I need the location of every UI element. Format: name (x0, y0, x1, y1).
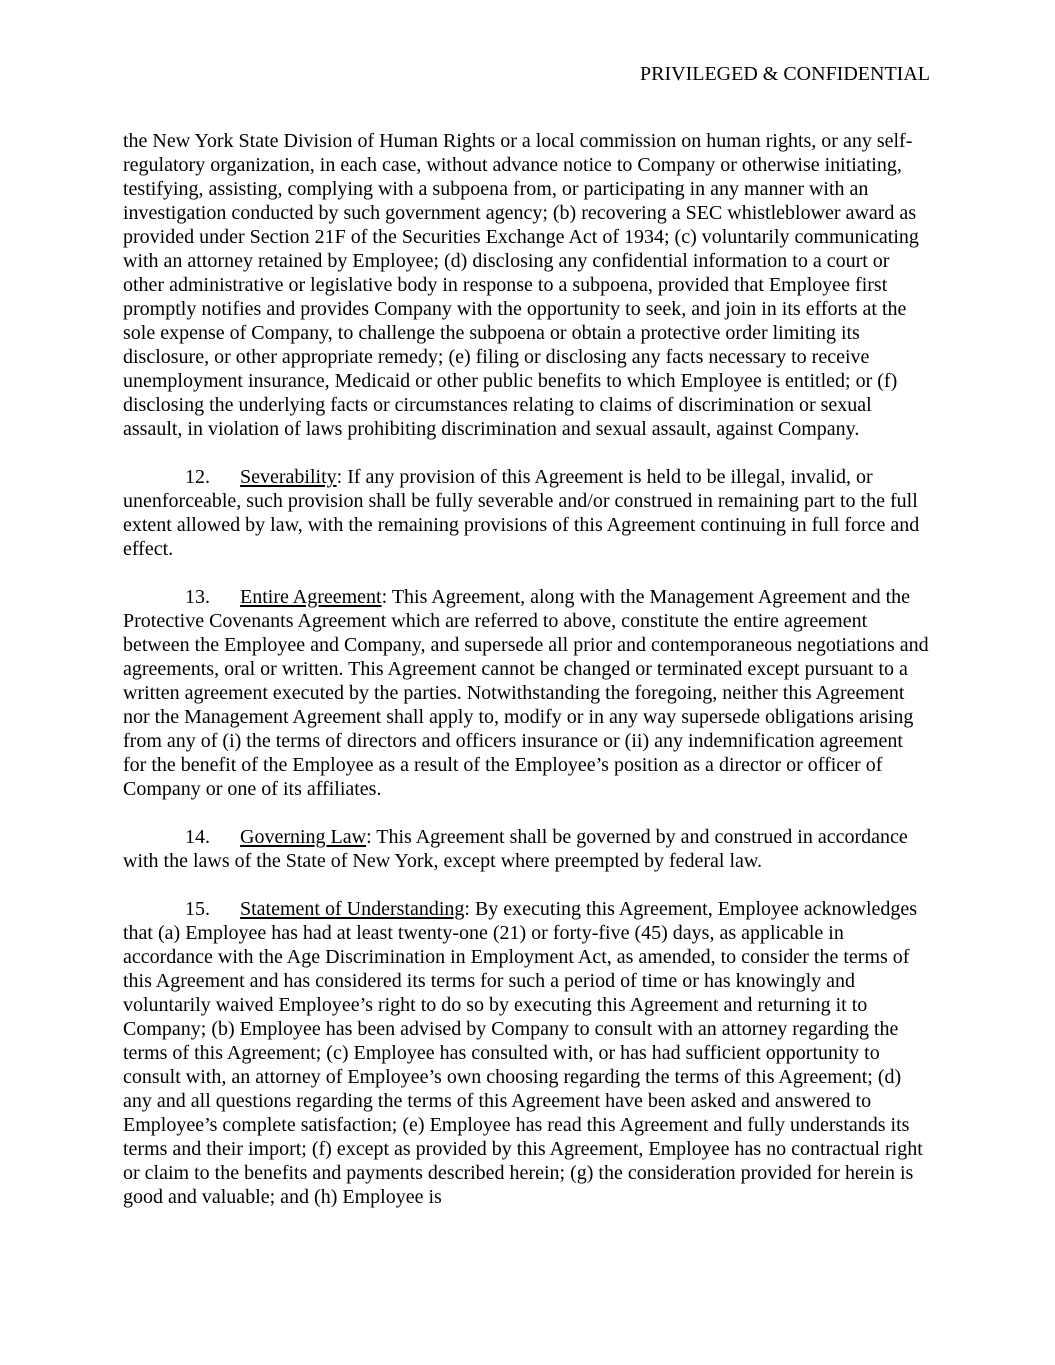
section-14-heading: Governing Law (240, 826, 367, 848)
section-14-number: 14. (185, 826, 210, 848)
section-14-body: : This Agreement shall be governed by and construed in accordance with the laws of the State of New York, except where preempted by federal law. (123, 826, 908, 872)
section-12-heading: Severability (240, 466, 337, 488)
section-13-paragraph (123, 585, 930, 801)
section-15-paragraph (123, 897, 930, 1209)
confidentiality-header: PRIVILEGED & CONFIDENTIAL (640, 63, 930, 85)
section-13-heading: Entire Agreement (240, 586, 382, 608)
section-12-body: : If any provision of this Agreement is held to be illegal, invalid, or unenforceable, such provision shall be fully severable and/or construed in remaining part to the full extent allowed by law, with the remaining provisions of this Agreement continuing in full force and effect. (123, 466, 920, 560)
section-15-heading: Statement of Understanding (240, 898, 465, 920)
section-14-paragraph (123, 825, 930, 873)
section-12-paragraph (123, 465, 930, 561)
section-13-body: : This Agreement, along with the Management Agreement and the Protective Covenants Agreement which are referred to above, constitute the entire agreement between the Employee and Company, and supersede all prior and contemporaneous negotiations and agreements, oral or written. This Agreement cannot be changed or terminated except pursuant to a written agreement executed by the parties. Notwithstanding the foregoing, neither this Agreement nor the Management Agreement shall apply to, modify or in any way supersede obligations arising from any of (i) the terms of directors and officers insurance or (ii) any indemnification agreement for the benefit of the Employee as a result of the Employee’s position as a director or officer of Company or one of its affiliates. (123, 586, 929, 800)
section-12-number: 12. (185, 466, 210, 488)
section-13-number: 13. (185, 586, 210, 608)
section-15-body: : By executing this Agreement, Employee acknowledges that (a) Employee has had at least twenty-one (21) or forty-five (45) days, as applicable in accordance with the Age Discrimination in Employment Act, as amended, to consider the terms of this Agreement and has considered its terms for such a period of time or has knowingly and voluntarily waived Employee’s right to do so by executing this Agreement and returning it to Company; (b) Employee has been advised by Company to consult with an attorney regarding the terms of this Agreement; (c) Employee has consulted with, or has had sufficient opportunity to consult with, an attorney of Employee’s own choosing regarding the terms of this Agreement; (d) any and all questions regarding the terms of this Agreement have been asked and answered to Employee’s complete satisfaction; (e) Employee has read this Agreement and fully understands its terms and their import; (f) except as provided by this Agreement, Employee has no contractual right or claim to the benefits and payments described herein; (g) the consideration provided for herein is good and valuable; and (h) Employee is (123, 898, 923, 1208)
paragraph-continuation: the New York State Division of Human Rights or a local commission on human rights, or any self-regulatory organization, in each case, without advance notice to Company or otherwise initiating, testifying, assisting, complying with a subpoena from, or participating in any manner with an investigation conducted by such government agency; (b) recovering a SEC whistleblower award as provided under Section 21F of the Securities Exchange Act of 1934; (c) voluntarily communicating with an attorney retained by Employee; (d) disclosing any confidential information to a court or other administrative or legislative body in response to a subpoena, provided that Employee first promptly notifies and provides Company with the opportunity to seek, and join in its efforts at the sole expense of Company, to challenge the subpoena or obtain a protective order limiting its disclosure, or other appropriate remedy; (e) filing or disclosing any facts necessary to receive unemployment insurance, Medicaid or other public benefits to which Employee is entitled; or (f) disclosing the underlying facts or circumstances relating to claims of discrimination or sexual assault, in violation of laws prohibiting discrimination and sexual assault, against Company. (123, 130, 919, 440)
section-15-number: 15. (185, 898, 210, 920)
